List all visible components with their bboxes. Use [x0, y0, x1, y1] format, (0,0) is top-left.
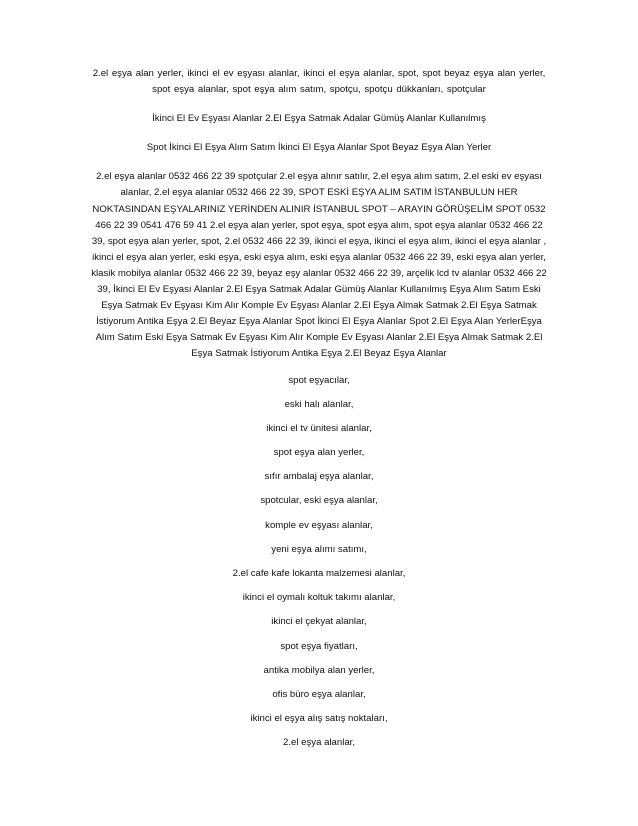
list-item: ikinci el tv ünitesi alanlar,: [266, 422, 372, 434]
keyword-list: [88, 373, 550, 760]
document-page: [88, 66, 550, 760]
heading-line-1: İkinci El Ev Eşyası Alanlar 2.El Eşya Satmak Adalar Gümüş Alanlar Kullanılmış: [152, 113, 486, 125]
list-item: spotcular, eski eşya alanlar,: [260, 495, 378, 507]
list-item: spot eşya alan yerler,: [273, 447, 365, 459]
list-item: sıfır ambalaj eşya alanlar,: [264, 471, 374, 483]
intro-paragraph: 2.el eşya alan yerler, ikinci el ev eşyası alanlar, ikinci el eşya alanlar, spot, spot beyaz eşya alan yerler, spot eşya alanlar, spot eşya alım satım, spotçu, spotçu dükkanları, spotçular: [92, 68, 546, 96]
list-item: antika mobilya alan yerler,: [263, 664, 375, 676]
body-paragraph: 2.el eşya alanlar 0532 466 22 39 spotçular 2.el eşya alınır satılır, 2.el eşya alım satım, 2.el eski ev eşyası alanlar, 2.el eşya alanlar 0532 466 22 39, SPOT ESKİ EŞYA ALIM SATIM İSTANBULUN HER NOKTASINDAN EŞYALARINIZ YERİNDEN ALINIR İSTANBUL SPOT – ARAYIN GÖRÜŞELİM SPOT 0532 466 22 39 0541 476 59 41 2.el eşya alan yerler, spot eşya, spot eşya alım, spot eşya alanlar 0532 466 22 39, spot eşya alan yerler, spot, 2.el 0532 466 22 39, ikinci el eşya, ikinci el eşya alım, ikinci el eşya alanlar , ikinci el eşya alan yerler, eski eşya, eski eşya alım, eski eşya alanlar 0532 466 22 39, eski eşya alan yerler, klasik mobilya alanlar 0532 466 22 39, beyaz eşy alanlar 0532 466 22 39, arçelik lcd tv alanlar 0532 466 22 39, İkinci El Ev Eşyası Alanlar 2.El Eşya Satmak Adalar Gümüş Alanlar Kullanılmış Eşya Alım Satım Eski Eşya Satmak Ev Eşyası Kim Alır Komple Ev Eşyası Alanlar 2.El Eşya Almak Satmak 2.El Eşya Satmak İstiyorum Antika Eşya 2.El Beyaz Eşya Alanlar Spot İkinci El Eşya Alanlar Spot 2.El Eşya Alan YerlerEşya Alım Satım Eski Eşya Satmak Ev Eşyası Kim Alır Komple Ev Eşyası Alanlar 2.El Eşya Almak Satmak 2.El Eşya Satmak İstiyorum Antika Eşya 2.El Beyaz Eşya Alanlar: [91, 171, 547, 360]
list-item: ikinci el çekyat alanlar,: [271, 616, 367, 628]
list-item: ikinci el oymalı koltuk takımı alanlar,: [242, 592, 396, 604]
list-item: yeni eşya alımı satımı,: [271, 543, 367, 555]
list-item: komple ev eşyası alanlar,: [265, 519, 373, 531]
list-item: spot eşya fiyatları,: [280, 640, 358, 652]
list-item: spot eşyacılar,: [288, 374, 350, 386]
heading-line-2: Spot İkinci El Eşya Alım Satım İkinci El Eşya Alanlar Spot Beyaz Eşya Alan Yerler: [146, 142, 492, 154]
list-item: ikinci el eşya alış satış noktaları,: [250, 713, 388, 725]
list-item: 2.el cafe kafe lokanta malzemesi alanlar,: [232, 568, 406, 579]
list-item: eski halı alanlar,: [284, 398, 354, 410]
list-item: 2.el eşya alanlar,: [283, 737, 355, 749]
list-item: ofis büro eşya alanlar,: [272, 688, 366, 700]
